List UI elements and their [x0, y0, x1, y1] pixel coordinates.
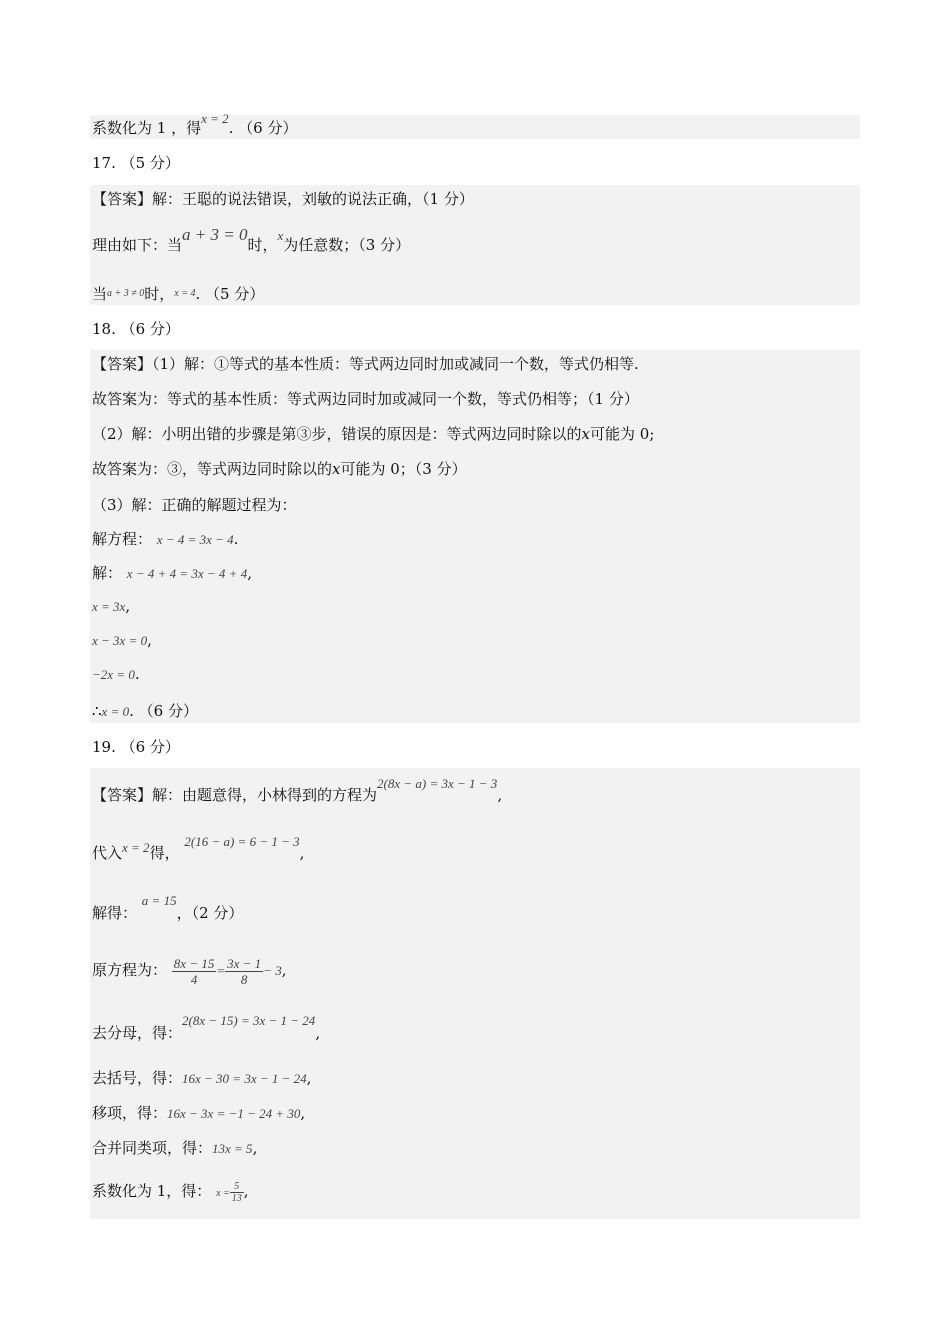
var-x: x	[332, 460, 341, 478]
q19-answer-line-8: 合并同类项，得：13x = 5,	[92, 1139, 258, 1157]
math-a-equals-15: a = 15	[141, 893, 177, 908]
math-step: 16x − 3x = −1 − 24 + 30	[167, 1106, 301, 1121]
var-x: x	[581, 425, 591, 443]
q19-answer-line-5: 去分母，得：2(8x − 15) = 3x − 1 − 24,	[92, 1013, 321, 1042]
math-step: x − 3x = 0	[92, 633, 148, 648]
q18-answer-line-10: −2x = 0.	[92, 665, 140, 683]
math-step: x = 3x	[92, 599, 126, 614]
q17-header: 17. （5 分）	[92, 154, 180, 172]
math-a-plus-3-eq-0: a + 3 = 0	[182, 225, 248, 244]
q18-answer-line-1: 【答案】（1）解：①等式的基本性质：等式两边同时加或减同一个数，等式仍相等.	[92, 355, 639, 373]
q17-answer-line-2: 理由如下：当a + 3 = 0时，x为任意数；（3 分）	[92, 225, 411, 254]
math-x-equals-2: x = 2	[201, 111, 229, 126]
math-x-equals-2: x = 2	[122, 840, 150, 855]
math-step: 2(8x − 15) = 3x − 1 − 24	[182, 1013, 316, 1028]
math-equation: x − 4 = 3x − 4	[156, 532, 234, 547]
math-step: 16x − 30 = 3x − 1 − 24	[182, 1071, 307, 1086]
q19-answer-line-6: 去括号，得：16x − 30 = 3x − 1 − 24,	[92, 1069, 312, 1087]
q18-answer-line-6: 解方程： x − 4 = 3x − 4.	[92, 530, 239, 548]
q19-answer-line-4: 原方程为： $\frac{8x - 15}{4}$ = $\frac{3x - 1}{8}$ − 3,	[92, 955, 287, 987]
q19-header: 19. （6 分）	[92, 738, 180, 756]
therefore-icon: ∴	[92, 702, 102, 720]
q19-answer-line-2: 代入x = 2得， 2(16 − a) = 6 − 1 − 3,	[92, 834, 305, 862]
math-step: 2(16 − a) = 6 − 1 − 3	[184, 834, 300, 849]
q18-answer-line-9: x − 3x = 0,	[92, 631, 152, 649]
math-a-plus-3-neq-0: a + 3 ≠ 0	[107, 288, 145, 299]
math-x: x	[277, 228, 284, 243]
q18-answer-line-5: （3）解：正确的解题过程为：	[92, 496, 297, 514]
math-equation: 2(8x − a) = 3x − 1 − 3	[377, 776, 498, 791]
q17-answer-line-1: 【答案】解：王聪的说法错误，刘敏的说法正确，（1 分）	[92, 190, 474, 208]
q18-header: 18. （6 分）	[92, 320, 180, 338]
math-step: 13x = 5	[212, 1141, 253, 1156]
q18-answer-line-3: （2）解：小明出错的步骤是第③步，错误的原因是：等式两边同时除以的x可能为 0;	[92, 425, 655, 443]
q19-answer-line-1: 【答案】解：由题意得，小林得到的方程为2(8x − a) = 3x − 1 − 3,	[92, 776, 503, 804]
math-step: x − 4 + 4 = 3x − 4 + 4	[126, 566, 248, 581]
q16-tail-line: 系数化为 1 ，得x = 2. （6 分）	[92, 111, 298, 137]
math-step: −2x = 0	[92, 667, 135, 682]
q18-answer-line-8: x = 3x,	[92, 597, 131, 615]
q18-answer-line-4: 故答案为：③，等式两边同时除以的x可能为 0；（3 分）	[92, 460, 467, 478]
q18-answer-line-11: ∴x = 0. （6 分）	[92, 702, 198, 720]
q19-answer-line-9: 系数化为 1，得： x = $\frac{5}{13}$ ,	[92, 1180, 249, 1204]
math-x-equals: x =	[216, 1188, 230, 1199]
q19-answer-line-7: 移项，得：16x − 3x = −1 − 24 + 30,	[92, 1104, 306, 1122]
fraction: $\frac{8x - 15}{4}$	[173, 955, 215, 987]
q19-answer-line-3: 解得： a = 15，（2 分）	[92, 893, 244, 922]
q18-answer-line-2: 故答案为：等式的基本性质：等式两边同时加或减同一个数，等式仍相等；（1 分）	[92, 390, 639, 408]
math-step: x = 0	[101, 704, 130, 719]
math-x-equals-4: x = 4	[174, 288, 196, 299]
fraction: $\frac{5}{13}$	[231, 1180, 242, 1204]
q18-answer-line-7: 解： x − 4 + 4 = 3x − 4 + 4,	[92, 564, 252, 582]
q17-answer-line-3: 当$^{a + 3 \ne 0}$时，$^{x = 4}$. （5 分）	[92, 285, 265, 303]
fraction: $\frac{3x - 1}{8}$	[227, 955, 262, 987]
